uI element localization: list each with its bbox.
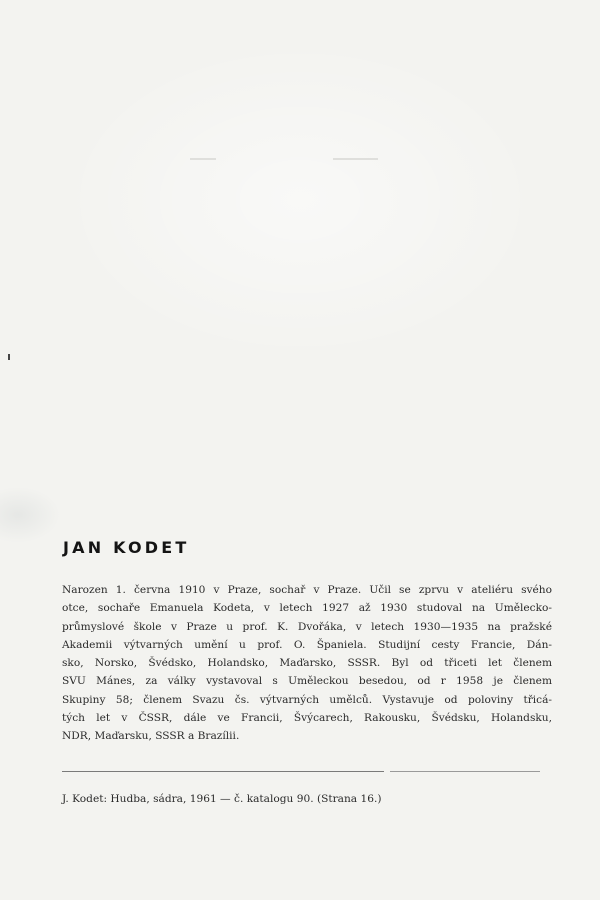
bio-line: otce, sochaře Emanuela Kodeta, v letech 1927 až 1930 studoval na Umělecko- — [62, 602, 552, 615]
bio-line: sko, Norsko, Švédsko, Holandsko, Maďarsko, SSSR. Byl od třiceti let členem — [62, 657, 552, 670]
artist-name-heading: JAN KODET — [63, 538, 190, 557]
biography-paragraph — [62, 581, 552, 746]
divider-rule — [62, 771, 384, 772]
scan-edge-mark — [8, 354, 10, 360]
show-through-mark — [190, 158, 216, 160]
divider-rule — [390, 771, 540, 772]
bio-line: Skupiny 58; členem Svazu čs. výtvarných umělců. Vystavuje od poloviny třicá- — [62, 693, 552, 706]
bio-line: tých let v ČSSR, dále ve Francii, Švýcarech, Rakousku, Švédsku, Holandsku, — [62, 712, 552, 725]
show-through-mark — [333, 158, 378, 160]
bio-line: NDR, Maďarsku, SSSR a Brazílii. — [62, 730, 240, 743]
bio-line: průmyslové škole v Praze u prof. K. Dvořáka, v letech 1930—1935 na pražské — [62, 620, 552, 633]
bio-line: Narozen 1. června 1910 v Praze, sochař v Praze. Učil se zprvu v ateliéru svého — [62, 584, 552, 596]
figure-caption: J. Kodet: Hudba, sádra, 1961 — č. katalogu 90. (Strana 16.) — [62, 793, 382, 805]
bio-line: SVU Mánes, za války vystavoval s Uměleckou besedou, od r 1958 je členem — [62, 675, 552, 688]
bio-line: Akademii výtvarných umění u prof. O. Španiela. Studijní cesty Francie, Dán- — [62, 638, 552, 651]
